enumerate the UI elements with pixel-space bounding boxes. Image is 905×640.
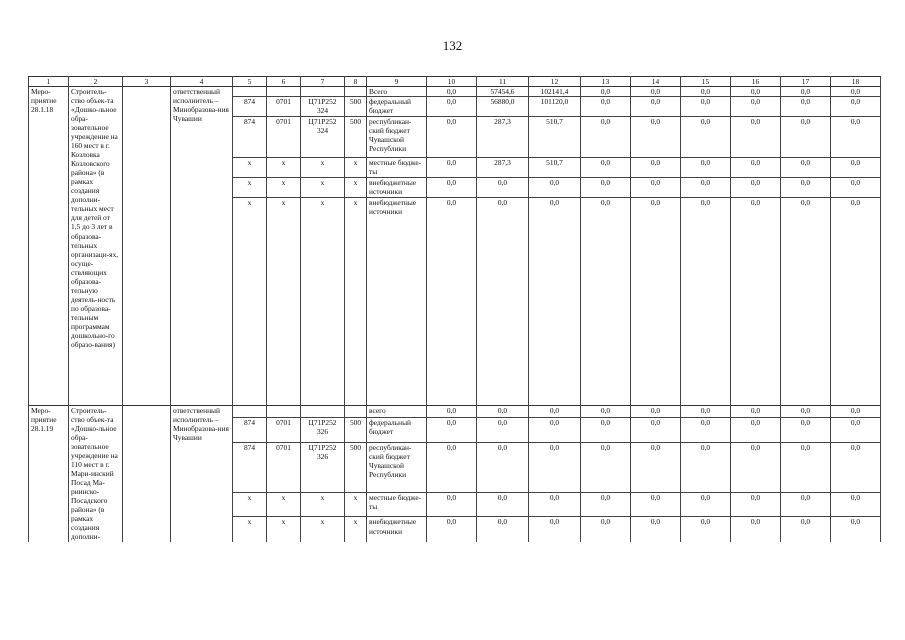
value-cell-14: 0,0 xyxy=(631,198,681,406)
value-cell-17: 0,0 xyxy=(781,493,831,517)
executor: ответственный исполнитель – Минобразова-ния Чувашии xyxy=(171,87,233,406)
value-cell-12: 0,0 xyxy=(529,493,581,517)
value-cell-14: 0,0 xyxy=(631,158,681,178)
gr-code: x xyxy=(233,198,267,406)
section-code: 0701 xyxy=(267,117,301,158)
section-code: x xyxy=(267,493,301,517)
value-cell-11: 0,0 xyxy=(477,178,529,198)
value-cell-11: 287,3 xyxy=(477,158,529,178)
value-cell-10: 0,0 xyxy=(427,493,477,517)
target-article-code: x xyxy=(301,517,345,542)
value-cell-14: 0,0 xyxy=(631,442,681,492)
value-cell-10: 0,0 xyxy=(427,198,477,406)
value-cell-11: 0,0 xyxy=(477,406,529,418)
value-cell-15: 0,0 xyxy=(681,117,731,158)
value-cell-11: 57454,6 xyxy=(477,87,529,97)
value-cell-17: 0,0 xyxy=(781,418,831,442)
measure-name: Строитель-ство объек-та «Дошко-льное обра-зовательное учреждение на 160 мест в г. Козловка Козловского района» (в рамках создания дополни-тельных мест для детей от 1,5 до 3 лет в образова-тельных организаци-ях, осуще-ствляющих образова-тельную деятель-ность по образова-тельным программам дошкольно-го образо-вания) xyxy=(69,87,123,406)
value-cell-14: 0,0 xyxy=(631,178,681,198)
header-cell-12: 12 xyxy=(529,77,581,87)
value-cell-17: 0,0 xyxy=(781,117,831,158)
funding-source: внебюджетные источники xyxy=(367,517,427,542)
value-cell-18: 0,0 xyxy=(831,517,881,542)
table-row xyxy=(29,406,881,418)
value-cell-14: 0,0 xyxy=(631,406,681,418)
value-cell-12: 510,7 xyxy=(529,158,581,178)
expense-type-code: x xyxy=(345,158,367,178)
value-cell-15: 0,0 xyxy=(681,158,731,178)
section-code: 0701 xyxy=(267,97,301,117)
value-cell-16: 0,0 xyxy=(731,517,781,542)
funding-source: федеральный бюджет xyxy=(367,97,427,117)
expense-type-code: 500 xyxy=(345,97,367,117)
value-cell-16: 0,0 xyxy=(731,158,781,178)
gr-code: 874 xyxy=(233,117,267,158)
value-cell-17: 0,0 xyxy=(781,97,831,117)
value-cell-18: 0,0 xyxy=(831,158,881,178)
gr-code: 874 xyxy=(233,97,267,117)
value-cell-12: 0,0 xyxy=(529,406,581,418)
section-code xyxy=(267,87,301,97)
value-cell-10: 0,0 xyxy=(427,406,477,418)
target-article-code xyxy=(301,406,345,418)
value-cell-11: 0,0 xyxy=(477,198,529,406)
executor: ответственный исполнитель – Минобразова-ния Чувашии xyxy=(171,406,233,542)
value-cell-18: 0,0 xyxy=(831,117,881,158)
funding-source: всего xyxy=(367,406,427,418)
value-cell-10: 0,0 xyxy=(427,442,477,492)
section-code: x xyxy=(267,517,301,542)
value-cell-15: 0,0 xyxy=(681,87,731,97)
value-cell-15: 0,0 xyxy=(681,406,731,418)
value-cell-17: 0,0 xyxy=(781,406,831,418)
value-cell-17: 0,0 xyxy=(781,198,831,406)
value-cell-16: 0,0 xyxy=(731,87,781,97)
header-cell-5: 5 xyxy=(233,77,267,87)
value-cell-10: 0,0 xyxy=(427,178,477,198)
value-cell-14: 0,0 xyxy=(631,97,681,117)
funding-source: внебюджетные источники xyxy=(367,178,427,198)
col3-cell xyxy=(123,406,171,542)
value-cell-12: 0,0 xyxy=(529,418,581,442)
value-cell-13: 0,0 xyxy=(581,87,631,97)
value-cell-18: 0,0 xyxy=(831,418,881,442)
value-cell-14: 0,0 xyxy=(631,517,681,542)
expense-type-code xyxy=(345,87,367,97)
value-cell-11: 287,3 xyxy=(477,117,529,158)
value-cell-13: 0,0 xyxy=(581,442,631,492)
value-cell-18: 0,0 xyxy=(831,406,881,418)
value-cell-15: 0,0 xyxy=(681,178,731,198)
section-code: 0701 xyxy=(267,418,301,442)
expense-type-code: x xyxy=(345,198,367,406)
gr-code xyxy=(233,406,267,418)
value-cell-14: 0,0 xyxy=(631,117,681,158)
value-cell-16: 0,0 xyxy=(731,442,781,492)
section-code: x xyxy=(267,178,301,198)
target-article-code: Ц71Р252 324 xyxy=(301,97,345,117)
value-cell-11: 0,0 xyxy=(477,493,529,517)
value-cell-13: 0,0 xyxy=(581,406,631,418)
expense-type-code: 500 xyxy=(345,442,367,492)
expense-type-code: x xyxy=(345,493,367,517)
value-cell-10: 0,0 xyxy=(427,117,477,158)
header-cell-6: 6 xyxy=(267,77,301,87)
value-cell-18: 0,0 xyxy=(831,97,881,117)
target-article-code: Ц71Р252 324 xyxy=(301,117,345,158)
value-cell-17: 0,0 xyxy=(781,517,831,542)
gr-code xyxy=(233,87,267,97)
section-code: 0701 xyxy=(267,442,301,492)
budget-table xyxy=(28,76,881,542)
value-cell-17: 0,0 xyxy=(781,87,831,97)
value-cell-10: 0,0 xyxy=(427,87,477,97)
measure-name: Строитель-ство объек-та «Дошко-льное обра-зовательное учреждение на 110 мест в г. Мари-инский Посад Ма-риинско-Посадского района» (в рамках создания дополни- xyxy=(69,406,123,542)
header-cell-2: 2 xyxy=(69,77,123,87)
gr-code: x xyxy=(233,158,267,178)
funding-source: федеральный бюджет xyxy=(367,418,427,442)
expense-type-code: 500 xyxy=(345,418,367,442)
value-cell-13: 0,0 xyxy=(581,517,631,542)
col3-cell xyxy=(123,87,171,406)
value-cell-13: 0,0 xyxy=(581,158,631,178)
value-cell-11: 0,0 xyxy=(477,442,529,492)
value-cell-16: 0,0 xyxy=(731,117,781,158)
measure-code: Меро-приятие 28.1.19 xyxy=(29,406,69,542)
funding-source: республикан-ский бюджет Чувашской Республики xyxy=(367,442,427,492)
value-cell-12: 0,0 xyxy=(529,517,581,542)
header-cell-4: 4 xyxy=(171,77,233,87)
value-cell-13: 0,0 xyxy=(581,178,631,198)
header-cell-3: 3 xyxy=(123,77,171,87)
value-cell-12: 101120,0 xyxy=(529,97,581,117)
value-cell-14: 0,0 xyxy=(631,493,681,517)
value-cell-10: 0,0 xyxy=(427,517,477,542)
value-cell-15: 0,0 xyxy=(681,517,731,542)
value-cell-10: 0,0 xyxy=(427,158,477,178)
funding-source: внебюджетные источники xyxy=(367,198,427,406)
measure-code: Меро-приятие 28.1.18 xyxy=(29,87,69,406)
header-row xyxy=(29,77,881,87)
value-cell-15: 0,0 xyxy=(681,418,731,442)
expense-type-code: 500 xyxy=(345,117,367,158)
value-cell-11: 0,0 xyxy=(477,517,529,542)
expense-type-code: x xyxy=(345,178,367,198)
target-article-code: x xyxy=(301,493,345,517)
page-number: 132 xyxy=(442,38,463,53)
value-cell-18: 0,0 xyxy=(831,178,881,198)
header-cell-7: 7 xyxy=(301,77,345,87)
header-cell-1: 1 xyxy=(29,77,69,87)
value-cell-17: 0,0 xyxy=(781,178,831,198)
header-cell-15: 15 xyxy=(681,77,731,87)
value-cell-18: 0,0 xyxy=(831,87,881,97)
value-cell-18: 0,0 xyxy=(831,442,881,492)
value-cell-11: 56880,0 xyxy=(477,97,529,117)
gr-code: x xyxy=(233,517,267,542)
value-cell-12: 0,0 xyxy=(529,198,581,406)
value-cell-16: 0,0 xyxy=(731,178,781,198)
value-cell-14: 0,0 xyxy=(631,418,681,442)
value-cell-15: 0,0 xyxy=(681,493,731,517)
value-cell-10: 0,0 xyxy=(427,418,477,442)
header-cell-8: 8 xyxy=(345,77,367,87)
value-cell-13: 0,0 xyxy=(581,117,631,158)
value-cell-15: 0,0 xyxy=(681,442,731,492)
value-cell-13: 0,0 xyxy=(581,97,631,117)
value-cell-12: 102141,4 xyxy=(529,87,581,97)
gr-code: 874 xyxy=(233,418,267,442)
target-article-code: x xyxy=(301,178,345,198)
value-cell-16: 0,0 xyxy=(731,97,781,117)
target-article-code: x xyxy=(301,198,345,406)
header-cell-9: 9 xyxy=(367,77,427,87)
section-code xyxy=(267,406,301,418)
header-cell-10: 10 xyxy=(427,77,477,87)
value-cell-16: 0,0 xyxy=(731,493,781,517)
header-cell-18: 18 xyxy=(831,77,881,87)
value-cell-17: 0,0 xyxy=(781,442,831,492)
gr-code: x xyxy=(233,493,267,517)
value-cell-15: 0,0 xyxy=(681,198,731,406)
value-cell-16: 0,0 xyxy=(731,406,781,418)
value-cell-13: 0,0 xyxy=(581,198,631,406)
funding-source: местные бюдже-ты xyxy=(367,158,427,178)
header-cell-13: 13 xyxy=(581,77,631,87)
value-cell-12: 0,0 xyxy=(529,178,581,198)
funding-source: местные бюдже-ты xyxy=(367,493,427,517)
value-cell-18: 0,0 xyxy=(831,198,881,406)
target-article-code: x xyxy=(301,158,345,178)
value-cell-12: 510,7 xyxy=(529,117,581,158)
value-cell-13: 0,0 xyxy=(581,418,631,442)
funding-source: Всего xyxy=(367,87,427,97)
header-cell-17: 17 xyxy=(781,77,831,87)
header-cell-11: 11 xyxy=(477,77,529,87)
expense-type-code: x xyxy=(345,517,367,542)
value-cell-18: 0,0 xyxy=(831,493,881,517)
value-cell-17: 0,0 xyxy=(781,158,831,178)
table-row xyxy=(29,87,881,97)
target-article-code: Ц71Р252 326 xyxy=(301,418,345,442)
value-cell-14: 0,0 xyxy=(631,87,681,97)
value-cell-10: 0,0 xyxy=(427,97,477,117)
section-code: x xyxy=(267,198,301,406)
target-article-code xyxy=(301,87,345,97)
value-cell-15: 0,0 xyxy=(681,97,731,117)
header-cell-14: 14 xyxy=(631,77,681,87)
gr-code: 874 xyxy=(233,442,267,492)
value-cell-11: 0,0 xyxy=(477,418,529,442)
value-cell-13: 0,0 xyxy=(581,493,631,517)
gr-code: x xyxy=(233,178,267,198)
header-cell-16: 16 xyxy=(731,77,781,87)
value-cell-16: 0,0 xyxy=(731,198,781,406)
section-code: x xyxy=(267,158,301,178)
target-article-code: Ц71Р252 326 xyxy=(301,442,345,492)
funding-source: республикан-ский бюджет Чувашской Республики xyxy=(367,117,427,158)
value-cell-16: 0,0 xyxy=(731,418,781,442)
expense-type-code xyxy=(345,406,367,418)
value-cell-12: 0,0 xyxy=(529,442,581,492)
